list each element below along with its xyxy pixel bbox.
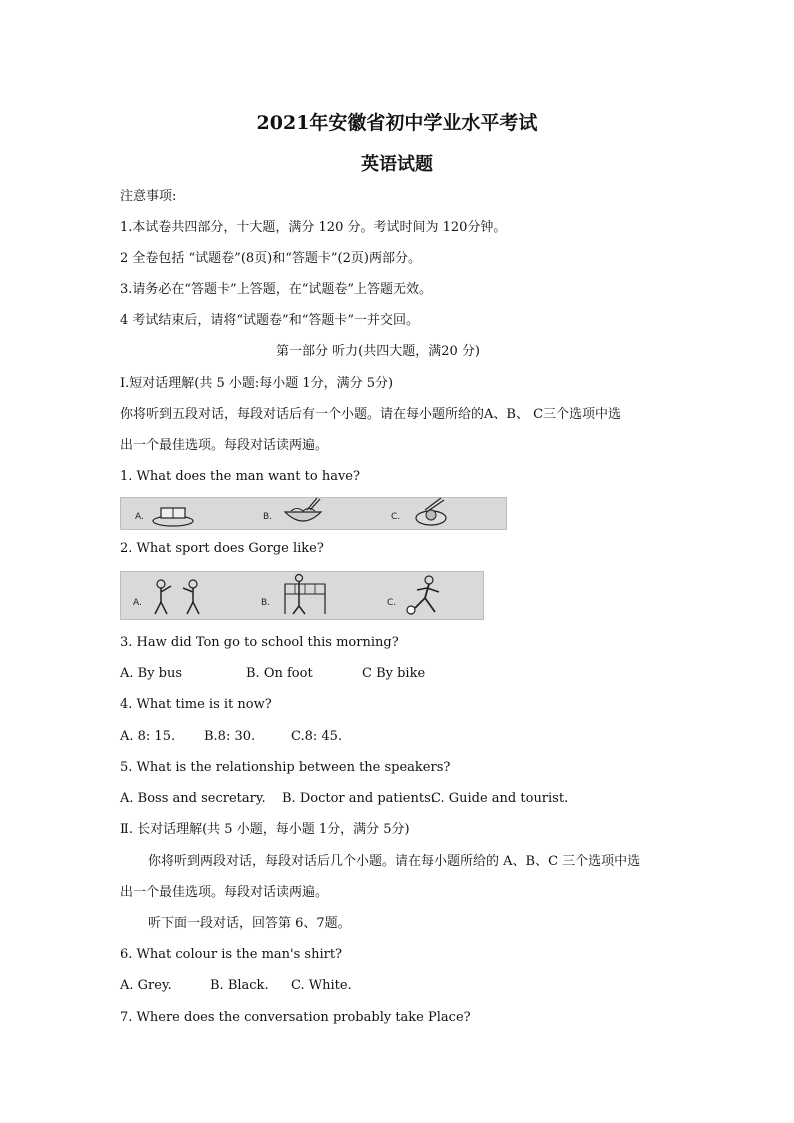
question-6-option-c: C. White.	[291, 978, 352, 993]
dumplings-chopsticks-icon	[411, 498, 451, 528]
exam-subtitle: 英语试题	[361, 154, 433, 175]
volleyball-players-icon	[279, 574, 334, 616]
question-1-picture-options	[120, 497, 507, 530]
option-a-label: A.	[135, 512, 144, 522]
listen-instruction: 听下面一段对话，回答第 6、7题。	[148, 916, 351, 931]
question-4-option-a: A. 8: 15.	[120, 729, 176, 744]
note-line: 3.请务必在“答题卡”上答题，在“试题卷”上答题无效。	[120, 282, 432, 297]
question-4-text: 4. What time is it now?	[120, 697, 272, 712]
question-3-text: 3. Haw did Ton go to school this morning?	[120, 635, 399, 650]
question-7-text: 7. Where does the conversation probably take Place?	[120, 1010, 471, 1025]
question-6-option-b: B. Black.	[210, 978, 269, 993]
option-c-label: C.	[391, 512, 401, 522]
question-5-option-b: B. Doctor and patients.	[282, 791, 435, 806]
section2-heading: Ⅱ. 长对话理解(共 5 小题，每小题 1分，满分 5分)	[120, 822, 410, 837]
question-1-text: 1. What does the man want to have?	[120, 469, 360, 484]
section2-instructions: 你将听到两段对话，每段对话后几个小题。请在每小题所给的 A、B、C 三个选项中选	[148, 854, 641, 869]
option-b-label: B.	[263, 512, 273, 522]
question-5-text: 5. What is the relationship between the speakers?	[120, 760, 451, 775]
exam-title: 2021年安徽省初中学业水平考试	[256, 112, 538, 134]
question-4-option-b: B.8: 30.	[204, 729, 256, 744]
question-3-option-a: A. By bus	[120, 666, 183, 681]
note-line: 4 考试结束后，请将“试题卷”和“答题卡”一并交回。	[120, 313, 419, 328]
question-3-option-b: B. On foot	[246, 666, 313, 681]
section1-instructions-cont: 出一个最佳选项。每段对话读两遍。	[120, 438, 329, 453]
part1-heading: 第一部分 听力(共四大题，满20 分)	[276, 344, 480, 359]
question-6-text: 6. What colour is the man's shirt?	[120, 947, 343, 962]
section1-heading: Ⅰ.短对话理解(共 5 小题:每小题 1分，满分 5分)	[120, 376, 394, 391]
question-3-option-c: C By bike	[362, 666, 426, 681]
football-player-icon	[403, 574, 453, 616]
option-c-label: C.	[387, 598, 397, 608]
question-2-picture-options	[120, 571, 484, 620]
option-a-label: A.	[133, 598, 142, 608]
question-5-option-a: A. Boss and secretary.	[120, 791, 266, 806]
question-6-option-a: A. Grey.	[120, 978, 172, 993]
cake-icon	[151, 502, 196, 528]
section2-instructions-cont: 出一个最佳选项。每段对话读两遍。	[120, 885, 329, 900]
question-2-text: 2. What sport does Gorge like?	[120, 541, 324, 556]
question-4-option-c: C.8: 45.	[291, 729, 343, 744]
question-5-option-c: C. Guide and tourist.	[431, 791, 569, 806]
notes-heading: 注意事项:	[120, 189, 177, 204]
noodles-bowl-icon	[281, 498, 326, 528]
badminton-players-icon	[149, 576, 209, 616]
section1-instructions: 你将听到五段对话，每段对话后有一个小题。请在每小题所给的A、B、 C三个选项中选	[120, 407, 622, 422]
note-line: 2 全卷包括 “试题卷”(8页)和“答题卡”(2页)两部分。	[120, 251, 421, 266]
note-line: 1.本试卷共四部分，十大题，满分 120 分。考试时间为 120分钟。	[120, 220, 507, 235]
option-b-label: B.	[261, 598, 271, 608]
